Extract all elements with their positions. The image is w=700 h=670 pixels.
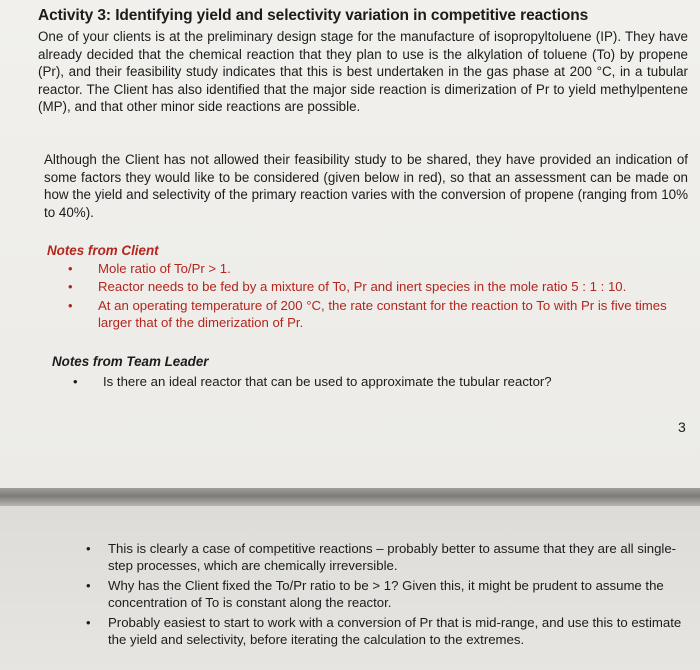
answer-notes-list	[86, 540, 693, 650]
page-number: 3	[678, 419, 686, 435]
leader-notes-heading: Notes from Team Leader	[52, 354, 209, 369]
context-paragraph: Although the Client has not allowed their feasibility study to be shared, they have provided an indication of some factors they would like to be considered (given below in red), so that an assessment can be made on how the yield and selectivity of the primary reaction varies with the conversion of propene (ranging from 10% to 40%).	[44, 152, 688, 220]
bullet-icon: •	[73, 374, 78, 389]
list-item: • This is clearly a case of competitive reactions – probably better to assume that they are all single-step processes, which are chemically irreversible.	[86, 541, 677, 574]
bullet-icon: •	[86, 614, 91, 630]
client-notes-heading: Notes from Client	[47, 243, 159, 258]
list-item: • Mole ratio of To/Pr > 1.	[68, 261, 231, 276]
bullet-icon: •	[86, 577, 91, 593]
client-notes-list	[68, 260, 690, 333]
list-item: • Is there an ideal reactor that can be used to approximate the tubular reactor?	[73, 374, 552, 389]
bullet-icon: •	[68, 261, 73, 276]
bullet-icon: •	[68, 297, 73, 313]
list-item: • Why has the Client fixed the To/Pr ratio to be > 1? Given this, it might be prudent to assume the concentration of To is constant along the reactor.	[86, 577, 664, 611]
list-item: • At an operating temperature of 200 °C, the rate constant for the reaction to To with Pr is five times larger that of the dimerization of Pr.	[68, 297, 667, 331]
intro-paragraph: One of your clients is at the preliminary design stage for the manufacture of isopropyltoluene (IP). They have already decided that the chemical reaction that they plan to use is the alkylation of toluene (To) by propene (Pr), and their feasibility study indicates that this is best undertaken in the gas phase at 200 °C, in a tubular reactor. The Client has also identified that the major side reaction is dimerization of Pr to yield methylpentene (MP), and that other minor side reactions are possible.	[38, 29, 688, 115]
activity-title	[38, 7, 588, 25]
list-item: • Reactor needs to be fed by a mixture of To, Pr and inert species in the mole ratio 5 : 1 : 10.	[68, 279, 627, 295]
bullet-icon: •	[68, 279, 73, 295]
activity-title-text: Identifying yield and selectivity variation in competitive reactions	[115, 7, 589, 24]
leader-notes-list	[73, 373, 663, 390]
list-item: • Probably easiest to start to work with a conversion of Pr that is mid-range, and use this to estimate the yield and selectivity, before iterating the calculation to the extremes.	[86, 614, 682, 648]
activity-label: Activity 3:	[38, 7, 111, 24]
bullet-icon: •	[86, 541, 91, 556]
page-divider	[0, 488, 700, 506]
